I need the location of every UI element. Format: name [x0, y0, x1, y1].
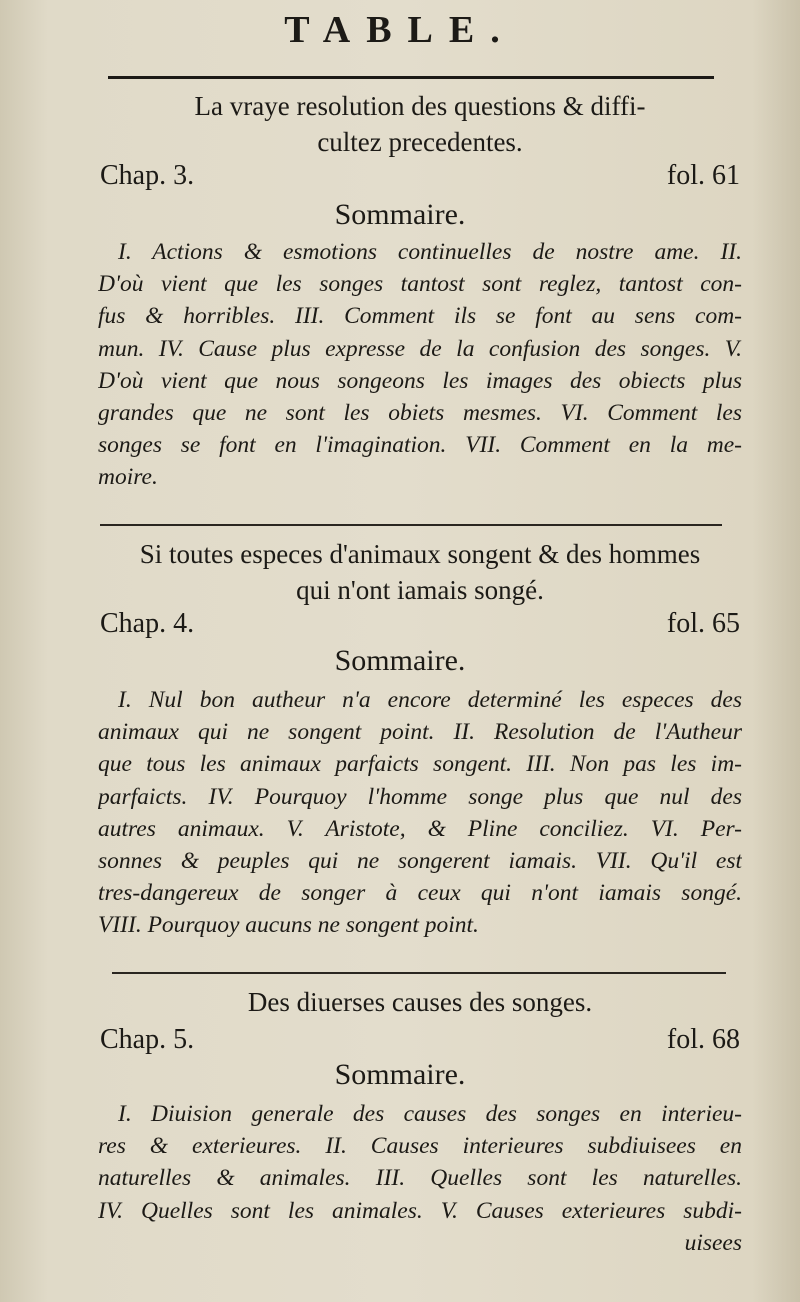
section-rule	[100, 524, 722, 526]
summary-line: I. Diuision generale des causes des songes en interieu-	[118, 1101, 742, 1127]
sommaire-heading: Sommaire.	[334, 198, 466, 231]
summary-line: res & exterieures. II. Causes interieures subdiuisees en	[98, 1133, 742, 1160]
chapter-title-line: qui n'ont iamais songé.	[296, 575, 544, 605]
summary-line: que tous les animaux parfaicts songent. III. Non pas les im-	[98, 751, 742, 778]
chapter-3-summary	[98, 236, 742, 494]
chapter-number: Chap. 3.	[100, 160, 195, 191]
summary-line: tres-dangereux de songer à ceux qui n'ont iamais songé.	[98, 880, 742, 907]
section-rule	[112, 972, 726, 974]
summary-line: songes se font en l'imagination. VII. Comment en la me-	[98, 432, 742, 459]
sommaire-heading: Sommaire.	[334, 1058, 466, 1091]
chapter-5-reference	[100, 1024, 740, 1060]
chapter-5-title	[100, 984, 740, 1020]
chapter-4-reference	[100, 608, 740, 644]
summary-line: autres animaux. V. Aristote, & Pline conciliez. VI. Per-	[98, 815, 742, 842]
sommaire-heading: Sommaire.	[334, 644, 466, 677]
chapter-3-title	[100, 88, 740, 160]
summary-line: moire.	[98, 464, 158, 491]
summary-line: animaux qui ne songent point. II. Resolution de l'Autheur	[98, 719, 742, 746]
summary-line: uisees	[684, 1229, 742, 1256]
summary-line: mun. IV. Cause plus expresse de la confusion des songes. V.	[98, 335, 742, 362]
chapter-title-line: Si toutes especes d'animaux songent & des hommes	[139, 539, 701, 569]
summary-line: grandes que ne sont les obiets mesmes. VI. Comment les	[98, 400, 742, 427]
folio-number: fol. 68	[666, 1024, 740, 1055]
summary-line: fus & horribles. III. Comment ils se font au sens com-	[98, 303, 742, 330]
summary-line: VIII. Pourquoy aucuns ne songent point.	[98, 912, 479, 939]
summary-line: I. Nul bon autheur n'a encore determiné les especes des	[118, 687, 742, 713]
running-head: TABLE.	[284, 9, 516, 51]
chapter-number: Chap. 5.	[100, 1024, 195, 1055]
chapter-title-line: cultez precedentes.	[317, 127, 523, 157]
summary-line: IV. Quelles sont les animales. V. Causes exterieures subdi-	[98, 1197, 742, 1224]
summary-line: sonnes & peuples qui ne songerent iamais. VII. Qu'il est	[98, 848, 742, 875]
chapter-3-reference	[100, 160, 740, 196]
chapter-title-line: Des diuerses causes des songes.	[247, 987, 593, 1017]
folio-number: fol. 65	[666, 608, 740, 639]
summary-line: naturelles & animales. III. Quelles sont les naturelles.	[98, 1165, 742, 1192]
summary-line: parfaicts. IV. Pourquoy l'homme songe plus que nul des	[98, 783, 742, 810]
chapter-5-summary	[98, 1098, 742, 1259]
chapter-title-line: La vraye resolution des questions & diffi-	[194, 91, 646, 121]
summary-line: D'où vient que les songes tantost sont reglez, tantost con-	[98, 271, 742, 298]
chapter-number: Chap. 4.	[100, 608, 195, 639]
chapter-4-summary	[98, 684, 742, 942]
folio-number: fol. 61	[666, 160, 740, 191]
header-rule	[108, 76, 714, 79]
summary-line: D'où vient que nous songeons les images des obiects plus	[98, 367, 742, 394]
chapter-4-title	[100, 536, 740, 608]
summary-line: I. Actions & esmotions continuelles de nostre ame. II.	[118, 239, 742, 265]
